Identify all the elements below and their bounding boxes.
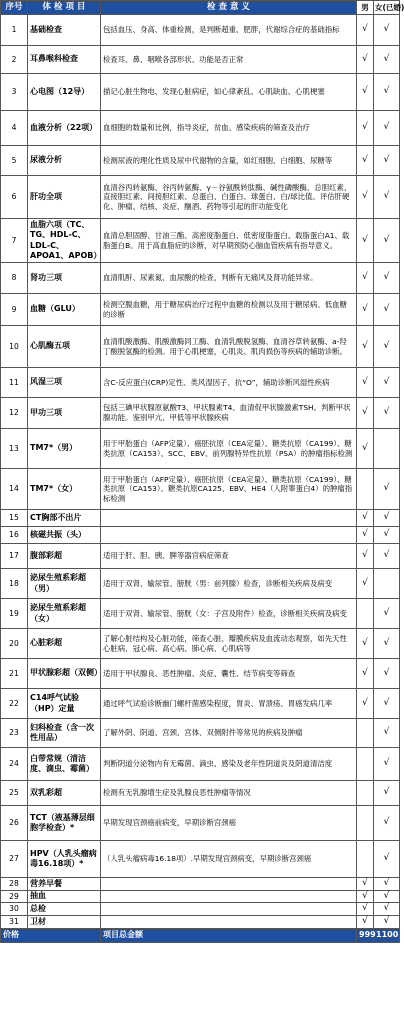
exam-item-name: C14呼气试验（HP）定量 bbox=[28, 689, 101, 719]
female-check-cell bbox=[374, 569, 400, 599]
check-mark-icon: √ bbox=[383, 234, 390, 245]
female-check-cell bbox=[374, 599, 400, 629]
table-row bbox=[1, 429, 400, 469]
female-check-cell bbox=[374, 544, 400, 569]
check-mark-icon: √ bbox=[383, 303, 390, 314]
female-check-cell bbox=[374, 398, 400, 429]
check-mark-icon: √ bbox=[362, 272, 368, 283]
exam-item-meaning: 含C-反应蛋白(CRP)定性、类风湿因子、抗“O”，辅助诊断风湿性疾病 bbox=[101, 368, 357, 398]
price-label: 价格 bbox=[1, 928, 101, 942]
exam-item-name: CT胸部不出片 bbox=[28, 510, 101, 527]
female-check-cell bbox=[374, 469, 400, 510]
table-row bbox=[1, 569, 400, 599]
female-check-cell bbox=[374, 689, 400, 719]
check-mark-icon: √ bbox=[362, 878, 368, 888]
exam-item-name: 总检 bbox=[28, 903, 101, 916]
exam-item-name: 耳鼻喉科检查 bbox=[28, 46, 101, 74]
table-row bbox=[1, 781, 400, 806]
row-number: 13 bbox=[1, 429, 28, 469]
check-mark-icon: √ bbox=[362, 637, 368, 648]
female-check-cell bbox=[374, 510, 400, 527]
female-check-cell bbox=[374, 841, 400, 878]
female-check-cell bbox=[374, 916, 400, 929]
male-check-cell bbox=[357, 15, 374, 46]
check-mark-icon: √ bbox=[383, 758, 390, 769]
exam-item-meaning: 血清谷丙转氨酶、谷丙转氨酶、γ－谷氨酰转肽酶、碱性磷酸酶、总胆红素、直接胆红素、间接胆红素、总蛋白、白蛋白、球蛋白、白/球比值。评估肝硬化、肿瘤、结核、炎症、酗酒、药物等引起的肝功能变化 bbox=[101, 176, 357, 219]
female-check-cell bbox=[374, 890, 400, 903]
male-check-cell bbox=[357, 599, 374, 629]
table-row bbox=[1, 326, 400, 368]
table-row bbox=[1, 841, 400, 878]
exam-item-meaning: 检测空腹血糖，用于糖尿病治疗过程中血糖的检测以及用于糖尿病、低血糖的诊断 bbox=[101, 294, 357, 326]
male-check-cell bbox=[357, 368, 374, 398]
exam-item-name: 肝功全项 bbox=[28, 176, 101, 219]
row-number: 27 bbox=[1, 841, 28, 878]
exam-item-meaning bbox=[101, 916, 357, 929]
check-mark-icon: √ bbox=[383, 529, 390, 540]
exam-item-meaning bbox=[101, 903, 357, 916]
header-no: 序号 bbox=[1, 1, 28, 15]
male-check-cell bbox=[357, 916, 374, 929]
row-number: 24 bbox=[1, 748, 28, 781]
check-mark-icon: √ bbox=[383, 890, 390, 901]
male-check-cell bbox=[357, 544, 374, 569]
row-number: 15 bbox=[1, 510, 28, 527]
price-row bbox=[1, 928, 400, 942]
male-check-cell bbox=[357, 569, 374, 599]
check-mark-icon: √ bbox=[383, 272, 390, 283]
male-check-cell bbox=[357, 890, 374, 903]
table-row bbox=[1, 219, 400, 263]
female-check-cell bbox=[374, 263, 400, 294]
male-check-cell bbox=[357, 781, 374, 806]
exam-item-meaning: 检测有无乳腺增生症及乳腺良恶性肿瘤等情况 bbox=[101, 781, 357, 806]
exam-item-meaning: 血清肌酐、尿素氮、血尿酸的检查，判断有无痛风及肾功能异常。 bbox=[101, 263, 357, 294]
table-row bbox=[1, 544, 400, 569]
female-check-cell bbox=[374, 294, 400, 326]
table-row bbox=[1, 689, 400, 719]
row-number: 3 bbox=[1, 74, 28, 111]
exam-item-name: 泌尿生殖系彩超（女） bbox=[28, 599, 101, 629]
row-number: 26 bbox=[1, 806, 28, 841]
exam-item-name: 肾功三项 bbox=[28, 263, 101, 294]
exam-item-meaning: 适用于双肾、输尿管、膀胱（男：前列腺）检查，诊断相关疾病及病变 bbox=[101, 569, 357, 599]
female-check-cell bbox=[374, 903, 400, 916]
exam-item-meaning: （人乳头瘤病毒16.18项）.早期发现宫颈病变，早期诊断宫颈癌 bbox=[101, 841, 357, 878]
exam-item-name: 核磁共振（头） bbox=[28, 527, 101, 544]
check-mark-icon: √ bbox=[362, 191, 368, 202]
table-row bbox=[1, 890, 400, 903]
male-check-cell bbox=[357, 74, 374, 111]
exam-item-meaning: 通过呼气试验诊断幽门螺杆菌感染程度，胃炎、胃溃疡、胃癌发病几率 bbox=[101, 689, 357, 719]
header-meaning: 检 查 意 义 bbox=[101, 1, 357, 15]
female-check-cell bbox=[374, 74, 400, 111]
exam-item-meaning: 用于甲胎蛋白（AFP定量）、癌胚抗原（CEA定量）、糖类抗原（CA199）、糖类抗原（CA153）、SCC、EBV、前列腺特异性抗原（PSA）的肿瘤指标检测 bbox=[101, 429, 357, 469]
exam-item-name: 心电图（12导） bbox=[28, 74, 101, 111]
male-check-cell bbox=[357, 146, 374, 176]
female-check-cell bbox=[374, 176, 400, 219]
header-female: 女(已婚) bbox=[374, 1, 400, 15]
female-check-cell bbox=[374, 219, 400, 263]
table-row bbox=[1, 806, 400, 841]
exam-item-meaning: 血清肌酸激酶、肌酸激酶同工酶、血清乳酸脱氢酶、血清谷草转氨酶、a-羟丁酸脱氢酶的检测。用于心肌梗塞，心肌炎、肌肉损伤等疾病的辅助诊断。 bbox=[101, 326, 357, 368]
exam-item-name: 双乳彩超 bbox=[28, 781, 101, 806]
exam-item-name: TCT（液基薄层细胞学检查）* bbox=[28, 806, 101, 841]
exam-item-meaning bbox=[101, 527, 357, 544]
exam-item-meaning: 适用于肝、胆、胰、脾等器官病症筛查 bbox=[101, 544, 357, 569]
exam-item-meaning: 包括血压、身高、体重检测，是判断超重、肥胖，代谢综合症的基础指标 bbox=[101, 15, 357, 46]
check-mark-icon: √ bbox=[362, 512, 368, 523]
table-row bbox=[1, 527, 400, 544]
check-mark-icon: √ bbox=[383, 903, 390, 914]
female-check-cell bbox=[374, 326, 400, 368]
table-row bbox=[1, 398, 400, 429]
table-row bbox=[1, 659, 400, 689]
male-check-cell bbox=[357, 510, 374, 527]
row-number: 20 bbox=[1, 629, 28, 659]
female-total: 1100 bbox=[374, 928, 400, 942]
exam-item-name: 腹部彩超 bbox=[28, 544, 101, 569]
male-check-cell bbox=[357, 219, 374, 263]
row-number: 23 bbox=[1, 719, 28, 748]
row-number: 9 bbox=[1, 294, 28, 326]
male-check-cell bbox=[357, 111, 374, 146]
exam-item-name: 心肌酶五项 bbox=[28, 326, 101, 368]
row-number: 28 bbox=[1, 878, 28, 891]
check-mark-icon: √ bbox=[383, 24, 390, 35]
table-row bbox=[1, 176, 400, 219]
row-number: 10 bbox=[1, 326, 28, 368]
table-row bbox=[1, 263, 400, 294]
table-row bbox=[1, 748, 400, 781]
check-mark-icon: √ bbox=[362, 890, 368, 901]
row-number: 4 bbox=[1, 111, 28, 146]
exam-item-meaning: 早期发现宫颈癌前病变，早期诊断宫颈癌 bbox=[101, 806, 357, 841]
total-amount-label: 项目总金额 bbox=[101, 928, 357, 942]
exam-item-meaning bbox=[101, 510, 357, 527]
check-mark-icon: √ bbox=[383, 878, 390, 888]
row-number: 18 bbox=[1, 569, 28, 599]
exam-item-meaning: 适用于甲状腺良、恶性肿瘤、炎症、囊性、结节病变等筛查 bbox=[101, 659, 357, 689]
table-row bbox=[1, 74, 400, 111]
row-number: 19 bbox=[1, 599, 28, 629]
exam-item-meaning: 包括三碘甲状腺原氨酸T3、甲状腺素T4、血清促甲状腺激素TSH。判断甲状腺功能。鉴别甲亢、甲低等甲状腺疾病 bbox=[101, 398, 357, 429]
row-number: 6 bbox=[1, 176, 28, 219]
exam-item-name: 抽血 bbox=[28, 890, 101, 903]
header-item: 体 检 项 目 bbox=[28, 1, 101, 15]
exam-item-meaning: 检查耳、鼻、咽喉各部形状、功能是否正常 bbox=[101, 46, 357, 74]
check-mark-icon: √ bbox=[362, 24, 368, 35]
female-check-cell bbox=[374, 878, 400, 891]
check-mark-icon: √ bbox=[383, 483, 390, 494]
check-mark-icon: √ bbox=[383, 637, 390, 648]
check-mark-icon: √ bbox=[383, 787, 390, 798]
male-check-cell bbox=[357, 841, 374, 878]
male-check-cell bbox=[357, 398, 374, 429]
female-check-cell bbox=[374, 527, 400, 544]
male-check-cell bbox=[357, 719, 374, 748]
exam-item-name: HPV（人乳头瘤病毒16.18项）* bbox=[28, 841, 101, 878]
male-check-cell bbox=[357, 659, 374, 689]
table-row bbox=[1, 599, 400, 629]
male-check-cell bbox=[357, 878, 374, 891]
check-mark-icon: √ bbox=[383, 697, 390, 708]
female-check-cell bbox=[374, 46, 400, 74]
table-row bbox=[1, 916, 400, 929]
exam-item-name: 妇科检查（含一次性用品） bbox=[28, 719, 101, 748]
check-mark-icon: √ bbox=[362, 577, 368, 588]
exam-item-meaning: 检测尿液的理化性质及尿中代谢物的含量，如红细胞、白细胞、尿糖等 bbox=[101, 146, 357, 176]
exam-item-name: 血糖（GLU） bbox=[28, 294, 101, 326]
check-mark-icon: √ bbox=[383, 154, 390, 165]
exam-item-name: 血液分析（22项） bbox=[28, 111, 101, 146]
row-number: 31 bbox=[1, 916, 28, 929]
female-check-cell bbox=[374, 368, 400, 398]
check-mark-icon: √ bbox=[383, 340, 390, 351]
male-check-cell bbox=[357, 689, 374, 719]
check-mark-icon: √ bbox=[362, 550, 368, 561]
female-check-cell bbox=[374, 146, 400, 176]
check-mark-icon: √ bbox=[362, 442, 368, 453]
female-check-cell bbox=[374, 719, 400, 748]
exam-item-meaning bbox=[101, 890, 357, 903]
female-check-cell bbox=[374, 429, 400, 469]
exam-item-name: TM7*（女） bbox=[28, 469, 101, 510]
table-row bbox=[1, 469, 400, 510]
table-row bbox=[1, 15, 400, 46]
check-mark-icon: √ bbox=[383, 122, 390, 133]
exam-item-meaning: 了解外阴、阴道、宫颈、宫体、双侧附件等常见的疾病及肿瘤 bbox=[101, 719, 357, 748]
row-number: 21 bbox=[1, 659, 28, 689]
header-row bbox=[1, 1, 400, 15]
check-mark-icon: √ bbox=[362, 916, 368, 927]
row-number: 17 bbox=[1, 544, 28, 569]
male-check-cell bbox=[357, 469, 374, 510]
exam-item-meaning: 血细胞的数量和比例，指导炎症，贫血、感染疾病的筛查及治疗 bbox=[101, 111, 357, 146]
exam-item-name: 甲功三项 bbox=[28, 398, 101, 429]
row-number: 22 bbox=[1, 689, 28, 719]
male-total: 999 bbox=[357, 928, 374, 942]
check-mark-icon: √ bbox=[362, 903, 368, 914]
check-mark-icon: √ bbox=[362, 529, 368, 540]
exam-item-meaning bbox=[101, 878, 357, 891]
check-mark-icon: √ bbox=[362, 376, 368, 387]
check-mark-icon: √ bbox=[383, 191, 390, 202]
exam-item-name: 泌尿生殖系彩超（男） bbox=[28, 569, 101, 599]
check-mark-icon: √ bbox=[362, 154, 368, 165]
female-check-cell bbox=[374, 748, 400, 781]
exam-item-name: 尿液分析 bbox=[28, 146, 101, 176]
exam-item-name: 血脂六项（TC、TG、HDL-C、LDL-C、APOA1、APOB） bbox=[28, 219, 101, 263]
row-number: 14 bbox=[1, 469, 28, 510]
male-check-cell bbox=[357, 903, 374, 916]
check-mark-icon: √ bbox=[362, 697, 368, 708]
male-check-cell bbox=[357, 46, 374, 74]
check-mark-icon: √ bbox=[383, 512, 390, 523]
female-check-cell bbox=[374, 111, 400, 146]
check-mark-icon: √ bbox=[383, 607, 390, 618]
table-row bbox=[1, 294, 400, 326]
row-number: 16 bbox=[1, 527, 28, 544]
row-number: 8 bbox=[1, 263, 28, 294]
female-check-cell bbox=[374, 629, 400, 659]
check-mark-icon: √ bbox=[362, 667, 368, 678]
exam-item-name: 心脏彩超 bbox=[28, 629, 101, 659]
row-number: 30 bbox=[1, 903, 28, 916]
check-mark-icon: √ bbox=[362, 407, 368, 418]
table-header bbox=[1, 1, 404, 15]
check-mark-icon: √ bbox=[383, 667, 390, 678]
check-mark-icon: √ bbox=[362, 53, 368, 64]
table-row bbox=[1, 903, 400, 916]
exam-item-meaning: 判断阴道分泌物内有无霉菌、滴虫、感染及老年性阴道炎及阴道清洁度 bbox=[101, 748, 357, 781]
check-mark-icon: √ bbox=[362, 122, 368, 133]
male-check-cell bbox=[357, 176, 374, 219]
check-mark-icon: √ bbox=[383, 853, 390, 864]
check-mark-icon: √ bbox=[362, 234, 368, 245]
row-number: 29 bbox=[1, 890, 28, 903]
header-male: 男 bbox=[357, 1, 374, 15]
table-row bbox=[1, 146, 400, 176]
table-row bbox=[1, 629, 400, 659]
check-mark-icon: √ bbox=[362, 303, 368, 314]
table-row bbox=[1, 719, 400, 748]
table-row bbox=[1, 878, 400, 891]
check-mark-icon: √ bbox=[383, 86, 390, 97]
check-mark-icon: √ bbox=[383, 817, 390, 828]
exam-item-meaning: 用于甲胎蛋白（AFP定量）、癌胚抗原（CEA定量）、糖类抗原（CA199）、糖类抗原（CA153）、糖类抗原CA125、EBV、HE4（人附睾蛋白4）的肿瘤指标检测 bbox=[101, 469, 357, 510]
exam-item-meaning: 了解心脏结构及心脏功能，筛查心脏、瓣膜疾病及血流动态观察，如先天性心脏病、冠心病、高心病、肺心病、心肌病等 bbox=[101, 629, 357, 659]
row-number: 11 bbox=[1, 368, 28, 398]
male-check-cell bbox=[357, 527, 374, 544]
male-check-cell bbox=[357, 806, 374, 841]
female-check-cell bbox=[374, 781, 400, 806]
table-row bbox=[1, 111, 400, 146]
exam-item-name: 营养早餐 bbox=[28, 878, 101, 891]
female-check-cell bbox=[374, 15, 400, 46]
check-mark-icon: √ bbox=[383, 550, 390, 561]
male-check-cell bbox=[357, 263, 374, 294]
row-number: 12 bbox=[1, 398, 28, 429]
exam-item-name: 卫材 bbox=[28, 916, 101, 929]
male-check-cell bbox=[357, 326, 374, 368]
check-mark-icon: √ bbox=[383, 407, 390, 418]
exam-item-meaning: 血清总胆固醇、甘油三酯、高密度脂蛋白、低密度脂蛋白、载脂蛋白A1、载脂蛋白B。用于高血脂症的诊断，对早期预防心脑血管疾病有指导意义。 bbox=[101, 219, 357, 263]
table-body bbox=[1, 15, 400, 929]
male-check-cell bbox=[357, 429, 374, 469]
exam-item-name: TM7*（男） bbox=[28, 429, 101, 469]
check-mark-icon: √ bbox=[383, 53, 390, 64]
check-mark-icon: √ bbox=[383, 376, 390, 387]
male-check-cell bbox=[357, 748, 374, 781]
exam-item-name: 风湿三项 bbox=[28, 368, 101, 398]
check-mark-icon: √ bbox=[362, 340, 368, 351]
table-row bbox=[1, 368, 400, 398]
female-check-cell bbox=[374, 659, 400, 689]
row-number: 25 bbox=[1, 781, 28, 806]
row-number: 5 bbox=[1, 146, 28, 176]
check-mark-icon: √ bbox=[362, 86, 368, 97]
row-number: 1 bbox=[1, 15, 28, 46]
female-check-cell bbox=[374, 806, 400, 841]
row-number: 2 bbox=[1, 46, 28, 74]
row-number: 7 bbox=[1, 219, 28, 263]
exam-item-meaning: 描记心脏生物电、发现心脏病症，如心律紊乱、心肌缺血、心肌梗塞 bbox=[101, 74, 357, 111]
exam-item-name: 基础检查 bbox=[28, 15, 101, 46]
exam-item-meaning: 适用于双肾、输尿管、膀胱（女：子宫及附件）检查，诊断相关疾病及病变 bbox=[101, 599, 357, 629]
exam-item-name: 白带常规（清洁度、滴虫、霉菌） bbox=[28, 748, 101, 781]
table-row bbox=[1, 46, 400, 74]
exam-item-name: 甲状腺彩超（双侧） bbox=[28, 659, 101, 689]
check-mark-icon: √ bbox=[383, 916, 390, 927]
male-check-cell bbox=[357, 294, 374, 326]
table-row bbox=[1, 510, 400, 527]
check-mark-icon: √ bbox=[383, 727, 390, 738]
male-check-cell bbox=[357, 629, 374, 659]
